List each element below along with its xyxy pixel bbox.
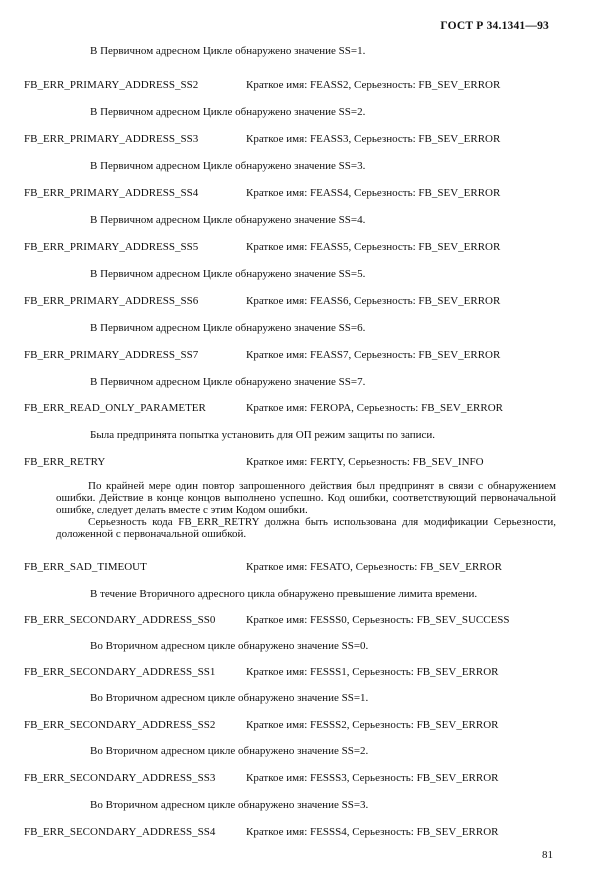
error-code: FB_ERR_SAD_TIMEOUT: [24, 561, 147, 573]
error-description-block: [56, 480, 556, 540]
error-meta: Краткое имя: FEASS4, Серьезность: FB_SEV_ERROR: [246, 187, 501, 199]
error-code: FB_ERR_RETRY: [24, 456, 106, 468]
error-meta: Краткое имя: FEASS2, Серьезность: FB_SEV_ERROR: [246, 79, 501, 91]
error-code: FB_ERR_SECONDARY_ADDRESS_SS0: [24, 614, 216, 626]
error-code: FB_ERR_PRIMARY_ADDRESS_SS3: [24, 133, 199, 145]
error-description: В Первичном адресном Цикле обнаружено значение SS=3.: [90, 160, 366, 172]
error-description: В Первичном адресном Цикле обнаружено значение SS=2.: [90, 106, 366, 118]
error-code: FB_ERR_PRIMARY_ADDRESS_SS2: [24, 79, 199, 91]
error-code: FB_ERR_READ_ONLY_PARAMETER: [24, 402, 206, 414]
error-code: FB_ERR_PRIMARY_ADDRESS_SS5: [24, 241, 199, 253]
error-code: FB_ERR_SECONDARY_ADDRESS_SS4: [24, 826, 216, 838]
error-description: В течение Вторичного адресного цикла обнаружено превышение лимита времени.: [90, 588, 478, 600]
error-description: В Первичном адресном Цикле обнаружено значение SS=4.: [90, 214, 366, 226]
error-meta: Краткое имя: FEASS6, Серьезность: FB_SEV_ERROR: [246, 295, 501, 307]
error-code: FB_ERR_SECONDARY_ADDRESS_SS3: [24, 772, 216, 784]
error-description: В Первичном адресном Цикле обнаружено значение SS=5.: [90, 268, 366, 280]
error-meta: Краткое имя: FESSS0, Серьезность: FB_SEV_SUCCESS: [246, 614, 510, 626]
error-code: FB_ERR_SECONDARY_ADDRESS_SS1: [24, 666, 216, 678]
error-description: Во Вторичном адресном цикле обнаружено значение SS=3.: [90, 799, 369, 811]
continued-description: В Первичном адресном Цикле обнаружено значение SS=1.: [90, 45, 366, 57]
error-meta: Краткое имя: FEROPA, Серьезность: FB_SEV_ERROR: [246, 402, 503, 414]
error-meta: Краткое имя: FESSS2, Серьезность: FB_SEV_ERROR: [246, 719, 499, 731]
error-description: По крайней мере один повтор запрошенного действия был предпринят в связи с обнаружением ошибки. Действие в конце концов выполнено успешно. Код ошибки, соответствующий первоначальной ошибке, следует делать вместе с этим Кодом ошибки.: [56, 480, 556, 516]
error-description: Во Вторичном адресном цикле обнаружено значение SS=2.: [90, 745, 369, 757]
error-meta: Краткое имя: FEASS7, Серьезность: FB_SEV_ERROR: [246, 349, 501, 361]
error-meta: Краткое имя: FEASS3, Серьезность: FB_SEV_ERROR: [246, 133, 501, 145]
error-meta: Краткое имя: FEASS5, Серьезность: FB_SEV_ERROR: [246, 241, 501, 253]
error-description: Во Вторичном адресном цикле обнаружено значение SS=1.: [90, 692, 369, 704]
error-code: FB_ERR_PRIMARY_ADDRESS_SS6: [24, 295, 199, 307]
error-description: Серьезность кода FB_ERR_RETRY должна быть использована для модификации Серьезности, доложенной с первоначальной ошибкой.: [56, 516, 556, 540]
error-meta: Краткое имя: FESSS3, Серьезность: FB_SEV_ERROR: [246, 772, 499, 784]
error-description: В Первичном адресном Цикле обнаружено значение SS=6.: [90, 322, 366, 334]
error-code: FB_ERR_SECONDARY_ADDRESS_SS2: [24, 719, 216, 731]
error-meta: Краткое имя: FESSS4, Серьезность: FB_SEV_ERROR: [246, 826, 499, 838]
error-meta: Краткое имя: FESATO, Серьезность: FB_SEV_ERROR: [246, 561, 502, 573]
error-meta: Краткое имя: FERTY, Серьезность: FB_SEV_INFO: [246, 456, 484, 468]
page-number: 81: [542, 849, 553, 861]
error-description: В Первичном адресном Цикле обнаружено значение SS=7.: [90, 376, 366, 388]
error-description: Была предпринята попытка установить для ОП режим защиты по записи.: [90, 429, 436, 441]
error-meta: Краткое имя: FESSS1, Серьезность: FB_SEV_ERROR: [246, 666, 499, 678]
error-code: FB_ERR_PRIMARY_ADDRESS_SS7: [24, 349, 199, 361]
error-code: FB_ERR_PRIMARY_ADDRESS_SS4: [24, 187, 199, 199]
error-description: Во Вторичном адресном цикле обнаружено значение SS=0.: [90, 640, 369, 652]
standard-header: ГОСТ Р 34.1341—93: [440, 20, 549, 32]
